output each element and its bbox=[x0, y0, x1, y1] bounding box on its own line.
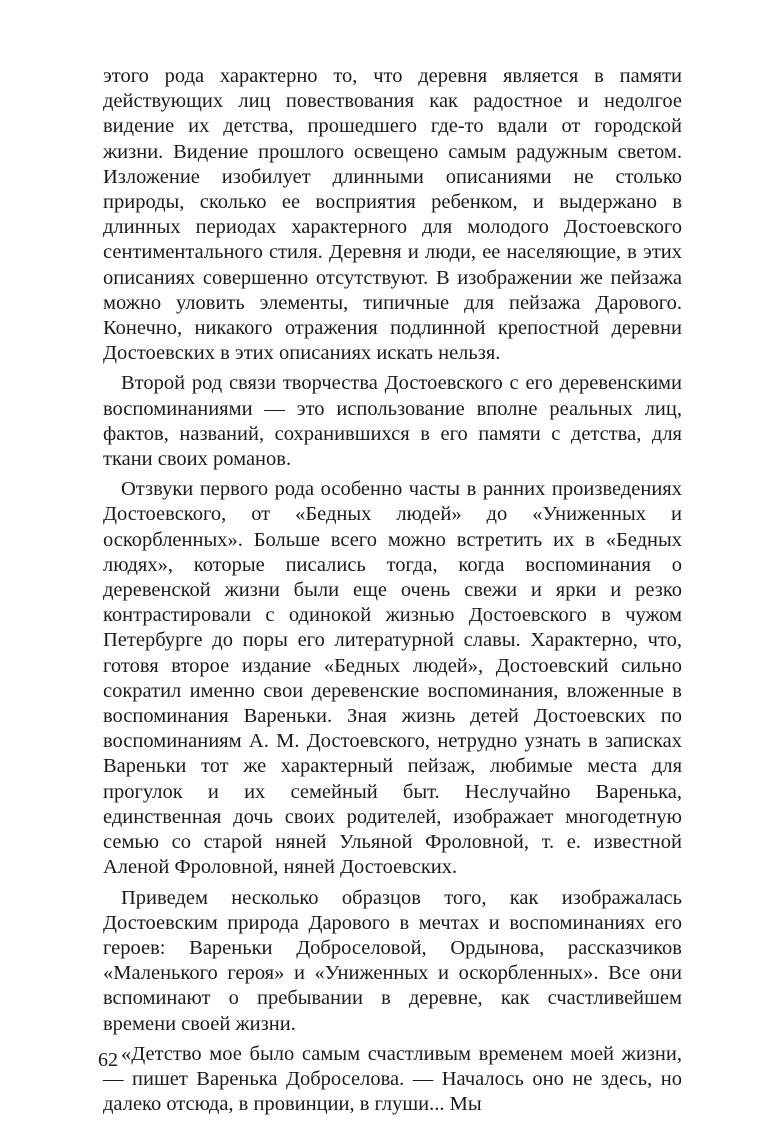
paragraph-4: Приведем несколько образцов того, как изображалась Достоевским природа Дарового в мечтах и воспоминаниях его героев: Вареньки Доброселовой, Ордынова, рассказчиков «Маленького героя» и «Униженных и оскорбленных». Все они вспоминают о пребывании в деревне, как счастливейшем времени своей жизни. bbox=[103, 886, 682, 1035]
page-text bbox=[103, 64, 682, 1122]
page-number: 62 bbox=[98, 1049, 118, 1071]
paragraph-1: этого рода характерно то, что деревня является в памяти действующих лиц повествования как радостное и недолгое видение их детства, прошедшего где-то вдали от городской жизни. Видение прошлого освещено самым радужным светом. Изложение изобилует длинными описаниями не столько природы, сколько ее восприятия ребенком, и выдержано в длинных периодах характерного для молодого Достоевского сентиментального стиля. Деревня и люди, ее населяющие, в этих описаниях совершенно отсутствуют. В изображении же пейзажа можно уловить элементы, типичные для пейзажа Дарового. Конечно, никакого отражения подлинной крепостной деревни Достоевских в этих описаниях искать нельзя. bbox=[103, 65, 682, 365]
paragraph-3: Отзвуки первого рода особенно часты в ранних произведениях Достоевского, от «Бедных людей» до «Униженных и оскорбленных». Больше всего можно встретить их в «Бедных людях», которые писались тогда, когда воспоминания о деревенской жизни были еще очень свежи и ярки и резко контрастировали с одинокой жизнью Достоевского в чужом Петербурге до поры его литературной славы. Характерно, что, готовя второе издание «Бедных людей», Достоевский сильно сократил именно свои деревенские воспоминания, вложенные в воспоминания Вареньки. Зная жизнь детей Достоевских по воспоминаниям А. М. Достоевского, нетрудно узнать в записках Вареньки тот же характерный пейзаж, любимые места для прогулок и их семейный быт. Неслучайно Варенька, единственная дочь своих родителей, изображает многодетную семью со старой няней Ульяной Фроловной, т. е. известной Аленой Фроловной, няней Достоевских. bbox=[103, 478, 682, 879]
paragraph-2: Второй род связи творчества Достоевского с его деревенскими воспоминаниями — это использование вполне реальных лиц, фактов, названий, сохранившихся в его памяти с детства, для ткани своих романов. bbox=[103, 372, 682, 471]
paragraph-5: «Детство мое было самым счастливым временем моей жизни, — пишет Варенька Доброселова. — Началось оно не здесь, но далеко отсюда, в провинции, в глуши... Мы bbox=[103, 1042, 682, 1116]
